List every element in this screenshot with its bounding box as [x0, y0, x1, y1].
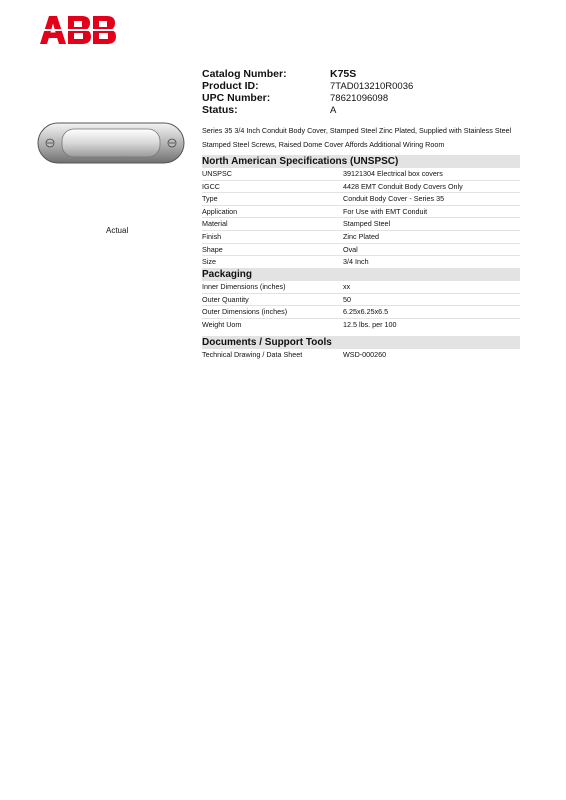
spec-row — [202, 281, 520, 294]
status-row — [202, 104, 522, 116]
spec-label: Outer Quantity — [202, 294, 249, 304]
spec-value: 6.25x6.25x6.5 — [343, 307, 389, 317]
spec-value: Stamped Steel — [343, 219, 391, 229]
spec-value: 50 — [343, 294, 351, 304]
product-image — [36, 120, 186, 166]
section-title: Documents / Support Tools — [202, 336, 520, 349]
spec-value: Oval — [343, 244, 358, 254]
spec-label: Finish — [202, 231, 222, 241]
spec-row — [202, 168, 520, 181]
spec-label: UNSPSC — [202, 169, 232, 178]
upc-number-value: 78621096098 — [330, 92, 389, 104]
spec-value: Zinc Plated — [343, 231, 379, 241]
product-id-value: 7TAD013210R0036 — [330, 80, 414, 92]
catalog-number-label: Catalog Number: — [202, 68, 287, 80]
spec-row — [202, 256, 520, 268]
catalog-number-row — [202, 68, 522, 80]
section-title: Packaging — [202, 268, 520, 281]
spec-row — [202, 306, 520, 319]
section-title: North American Specifications (UNSPSC) — [202, 155, 520, 168]
spec-label: Technical Drawing / Data Sheet — [202, 350, 303, 359]
unspsc-specifications-section — [202, 155, 520, 268]
status-value: A — [330, 104, 337, 116]
spec-label: Outer Dimensions (inches) — [202, 307, 288, 317]
spec-row — [202, 206, 520, 219]
spec-value: 12.5 lbs. per 100 — [343, 319, 397, 329]
spec-row — [202, 181, 520, 194]
spec-label: Size — [202, 257, 216, 267]
product-id-row — [202, 80, 522, 92]
product-description: Series 35 3/4 Inch Conduit Body Cover, Stamped Steel Zinc Plated, Supplied with Stainless Steel Stamped Steel Screws, Raised Dome Cover Affords Additional Wiring Room — [202, 126, 512, 149]
spec-row — [202, 231, 520, 244]
upc-number-row — [202, 92, 522, 104]
spec-value: Conduit Body Cover - Series 35 — [343, 194, 445, 204]
spec-row — [202, 319, 520, 331]
spec-row — [202, 244, 520, 257]
spec-label: Material — [202, 219, 228, 229]
packaging-section — [202, 268, 520, 330]
document-link[interactable]: WSD-000260 — [343, 350, 387, 359]
spec-row — [202, 193, 520, 206]
abb-logo — [40, 16, 116, 44]
spec-label: IGCC — [202, 181, 220, 191]
product-header — [202, 68, 522, 116]
catalog-number-value: K75S — [330, 68, 357, 80]
upc-number-label: UPC Number: — [202, 92, 271, 104]
spec-label: Type — [202, 194, 218, 204]
spec-value: 3/4 Inch — [343, 257, 369, 267]
documents-section — [202, 336, 520, 361]
spec-value: 4428 EMT Conduit Body Covers Only — [343, 181, 463, 191]
spec-value: xx — [343, 282, 351, 291]
spec-label: Weight Uom — [202, 319, 242, 329]
spec-row — [202, 218, 520, 231]
spec-label: Application — [202, 206, 238, 216]
status-label: Status: — [202, 104, 238, 116]
image-caption: Actual — [106, 226, 129, 235]
spec-row — [202, 349, 520, 361]
spec-row — [202, 294, 520, 307]
spec-label: Shape — [202, 244, 223, 254]
spec-value: For Use with EMT Conduit — [343, 206, 428, 216]
spec-value: 39121304 Electrical box covers — [343, 169, 443, 178]
spec-label: Inner Dimensions (inches) — [202, 282, 286, 291]
product-id-label: Product ID: — [202, 80, 259, 92]
